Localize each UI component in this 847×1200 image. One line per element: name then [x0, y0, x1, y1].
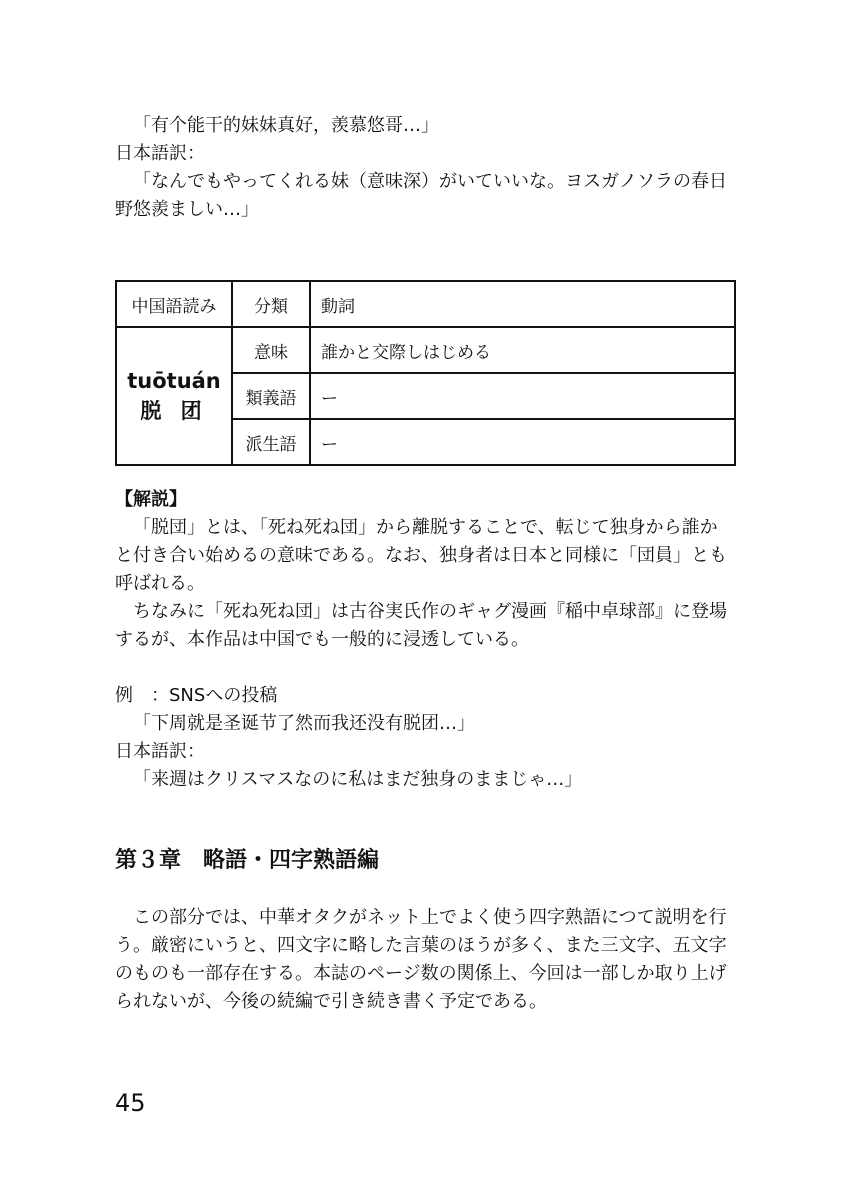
commentary-p2-line-1: ちなみに「死ね死ね団」は古谷実氏作のギャグ漫画『稲中卓球部』に登場	[133, 601, 727, 622]
meaning-label: 意味	[232, 327, 310, 373]
example-translation-label: 日本語訳：	[115, 741, 205, 762]
term-pinyin: tuōtuán	[127, 369, 221, 393]
vocab-table	[115, 280, 734, 464]
chapter-intro-line-4: られないが、今後の続編で引き続き書く予定である。	[115, 991, 547, 1012]
commentary-p1-line-2: と付き合い始めるの意味である。なお、独身者は日本と同様に「団員」とも	[115, 545, 727, 566]
synonym-label: 類義語	[232, 373, 310, 419]
example-quote: 「下周就是圣诞节了然而我还没有脱团…」	[133, 713, 475, 734]
term-hanzi: 脱 团	[140, 399, 208, 423]
commentary-p2-line-2: するが、本作品は中国でも一般的に浸透している。	[115, 629, 529, 650]
chapter-intro-line-1: この部分では、中華オタクがネット上でよく使う四字熟語につて説明を行	[133, 907, 727, 928]
page-number: 45	[115, 1089, 146, 1117]
intro-translation-line-2: 野悠羨ましい…」	[115, 199, 259, 220]
commentary-heading: 【解説】	[115, 489, 187, 510]
synonym-value: ー	[310, 373, 735, 419]
reading-header: 中国語読み	[116, 281, 232, 327]
intro-translation-label: 日本語訳：	[115, 143, 205, 164]
meaning-value: 誰かと交際しはじめる	[310, 327, 735, 373]
chapter-title: 第３章 略語・四字熟語編	[115, 848, 380, 873]
commentary-p1-line-3: 呼ばれる。	[115, 573, 205, 594]
chapter-intro-line-2: う。厳密にいうと、四文字に略した言葉のほうが多く、また三文字、五文字	[115, 935, 727, 956]
category-value: 動詞	[310, 281, 735, 327]
example-translation: 「来週はクリスマスなのに私はまだ独身のままじゃ…」	[133, 769, 583, 790]
category-label: 分類	[232, 281, 310, 327]
example-label: 例 ：SNSへの投稿	[115, 685, 278, 706]
intro-translation-line-1: 「なんでもやってくれる妹（意味深）がいていいな。ヨスガノソラの春日	[133, 171, 727, 192]
derived-label: 派生語	[232, 419, 310, 465]
term-cell	[116, 327, 232, 465]
intro-quote: 「有个能干的妹妹真好，羡慕悠哥…」	[133, 115, 439, 136]
derived-value: ー	[310, 419, 735, 465]
chapter-intro-line-3: のものも一部存在する。本誌のページ数の関係上、今回は一部しか取り上げ	[115, 963, 727, 984]
commentary-p1-line-1: 「脱団」とは、「死ね死ね団」から離脱することで、転じて独身から誰か	[133, 517, 718, 538]
